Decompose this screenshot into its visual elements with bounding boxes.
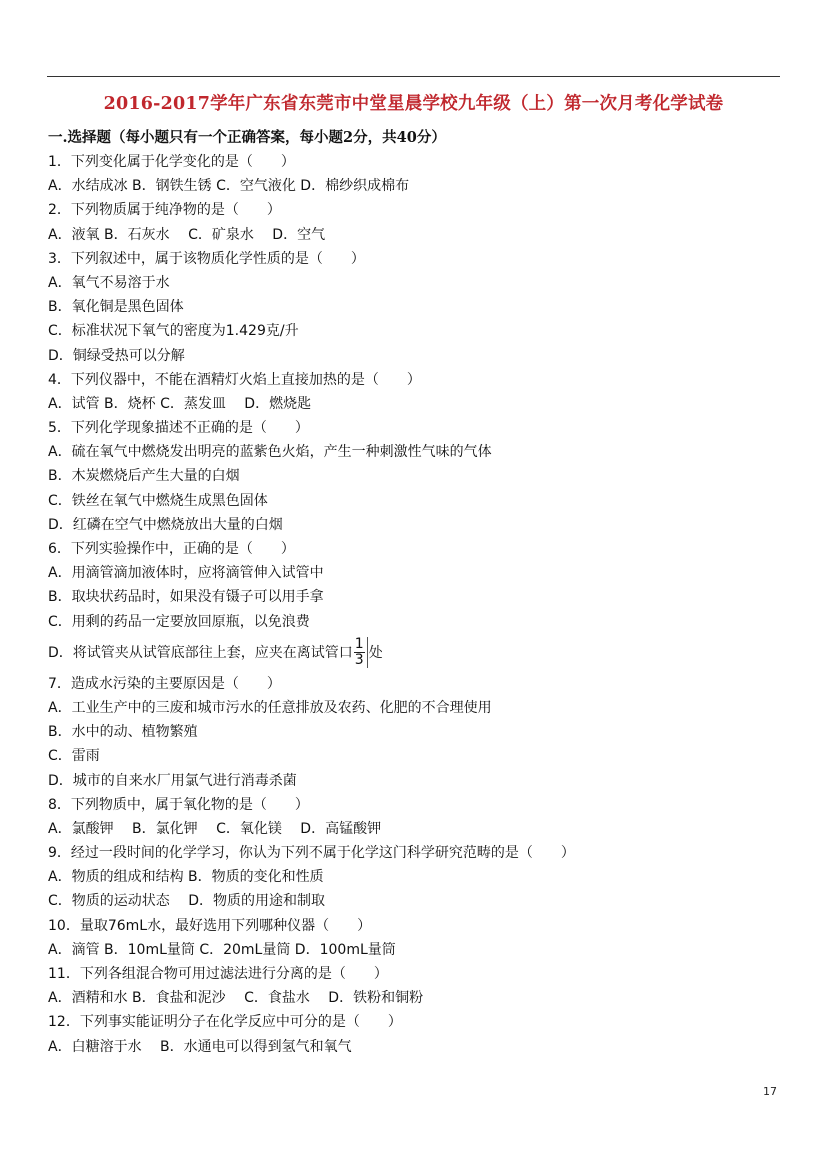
exam-title: 2016-2017学年广东省东莞市中堂星晨学校九年级（上）第一次月考化学试卷 <box>103 94 724 114</box>
q7-option-d: D．城市的自来水厂用氯气进行消毒杀菌 <box>48 772 297 789</box>
q1-stem: 1．下列变化属于化学变化的是（ ） <box>48 154 295 170</box>
q9-options-cd: C．物质的运动状态 D．物质的用途和制取 <box>48 893 326 910</box>
one-third-fraction <box>354 637 368 668</box>
q5-option-c: C．铁丝在氧气中燃烧生成黑色固体 <box>48 492 268 509</box>
q7-option-c: C．雷雨 <box>48 748 100 765</box>
q4-stem: 4．下列仪器中，不能在酒精灯火焰上直接加热的是（ ） <box>48 371 421 388</box>
q5-option-a: A．硫在氧气中燃烧发出明亮的蓝紫色火焰，产生一种刺激性气味的气体 <box>48 444 492 461</box>
q3-option-b: B．氧化铜是黑色固体 <box>48 299 184 316</box>
q6-option-c: C．用剩的药品一定要放回原瓶，以免浪费 <box>48 613 310 630</box>
q4-options: A．试管 B．烧杯 C．蒸发皿 D．燃烧匙 <box>48 395 312 412</box>
section-heading: 一.选择题（每小题只有一个正确答案，每小题2分，共40分） <box>48 129 446 146</box>
q7-option-b: B．水中的动、植物繁殖 <box>48 724 198 741</box>
q8-options: A．氯酸钾 B．氯化钾 C．氧化镁 D．高锰酸钾 <box>48 820 382 837</box>
q3-option-a: A．氧气不易溶于水 <box>48 274 170 291</box>
q6-option-d-text: D．将试管夹从试管底部往上套，应夹在离试管口 <box>48 644 353 661</box>
q6-stem: 6．下列实验操作中，正确的是（ ） <box>48 541 295 557</box>
q6-option-b: B．取块状药品时，如果没有镊子可以用手拿 <box>48 589 324 606</box>
q6-option-d <box>48 634 788 672</box>
q1-options: A．水结成冰 B．钢铁生锈 C．空气液化 D．棉纱织成棉布 <box>48 178 410 195</box>
q6-option-a: A．用滴管滴加液体时，应将滴管伸入试管中 <box>48 565 324 582</box>
q9-options-ab: A．物质的组成和结构 B．物质的变化和性质 <box>48 869 324 886</box>
q5-option-d: D．红磷在空气中燃烧放出大量的白烟 <box>48 516 283 533</box>
q12-options: A．白糖溶于水 B．水通电可以得到氢气和氧气 <box>48 1038 352 1055</box>
q5-stem: 5．下列化学现象描述不正确的是（ ） <box>48 420 309 437</box>
q11-options: A．酒精和水 B．食盐和泥沙 C．食盐水 D．铁粉和铜粉 <box>48 990 424 1007</box>
q7-option-a: A．工业生产中的三废和城市污水的任意排放及农药、化肥的不合理使用 <box>48 699 492 716</box>
question-list <box>48 126 788 1059</box>
q12-stem: 12．下列事实能证明分子在化学反应中可分的是（ ） <box>48 1014 402 1031</box>
fraction-denominator: 3 <box>354 652 364 669</box>
q8-stem: 8．下列物质中，属于氧化物的是（ ） <box>48 796 309 813</box>
q9-stem: 9．经过一段时间的化学学习，你认为下列不属于化学这门科学研究范畴的是（ ） <box>48 845 575 862</box>
q6-option-d-suffix: 处 <box>368 644 383 661</box>
q11-stem: 11．下列各组混合物可用过滤法进行分离的是（ ） <box>48 966 388 982</box>
q7-stem: 7．造成水污染的主要原因是（ ） <box>48 675 281 692</box>
q5-option-b: B．木炭燃烧后产生大量的白烟 <box>48 468 240 485</box>
fraction-numerator: 1 <box>354 636 364 653</box>
q10-options: A．滴管 B．10mL量筒 C．20mL量筒 D．100mL量筒 <box>48 941 396 958</box>
q3-option-d: D．铜绿受热可以分解 <box>48 347 185 364</box>
q2-stem: 2．下列物质属于纯净物的是（ ） <box>48 202 281 219</box>
page-number: 17 <box>763 1085 777 1098</box>
q10-stem: 10．量取76mL水，最好选用下列哪种仪器（ ） <box>48 917 372 934</box>
q3-stem: 3．下列叙述中，属于该物质化学性质的是（ ） <box>48 250 365 267</box>
q2-options: A．液氧 B．石灰水 C．矿泉水 D．空气 <box>48 226 326 243</box>
q3-option-c: C．标准状况下氧气的密度为1.429克/升 <box>48 323 299 340</box>
header-rule <box>47 76 780 77</box>
